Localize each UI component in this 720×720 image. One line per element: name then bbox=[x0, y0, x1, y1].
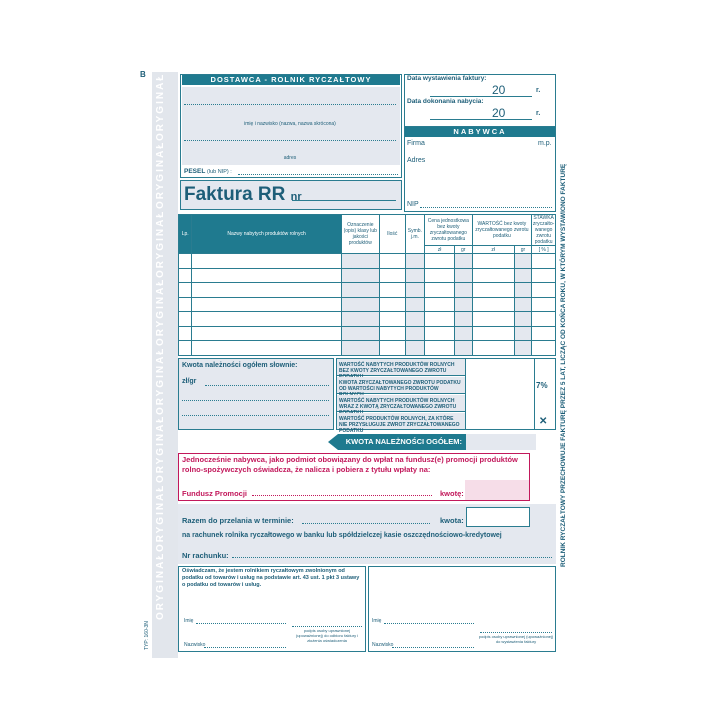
words-field-2[interactable] bbox=[182, 400, 329, 401]
summary-row-4: WARTOŚĆ PRODUKTÓW ROLNYCH, ZA KTÓRE NIE PRZYSŁUGUJE ZWROT ZRYCZAŁTOWANEGO PODATKU bbox=[337, 413, 465, 429]
price-zl: zł bbox=[425, 246, 455, 254]
col-rate: STAWKA zryczałto- wanego zwrotu podatku bbox=[532, 215, 555, 245]
fund-label: Fundusz Promocji bbox=[182, 489, 248, 498]
form-code: TYP: 160-3N bbox=[144, 621, 150, 650]
invoice-title: Faktura RR nr bbox=[184, 184, 302, 205]
issuer-signature-hint: podpis osoby uprawnionej (upoważnionej) do wystawienia faktury bbox=[478, 634, 554, 644]
zlgr-label: zł/gr bbox=[182, 378, 197, 385]
buyer-block bbox=[404, 126, 556, 212]
issuer-first-name: Imię bbox=[372, 618, 382, 624]
summary-rate: 7% bbox=[536, 381, 548, 390]
table-row[interactable] bbox=[179, 326, 556, 341]
declaration-last-name: Nazwisko bbox=[184, 642, 206, 648]
table-row[interactable] bbox=[179, 283, 556, 298]
table-row[interactable] bbox=[179, 341, 556, 356]
account-nr-field[interactable] bbox=[232, 557, 552, 558]
buyer-firm-label: Firma bbox=[407, 140, 425, 147]
supplier-name-hint: imię i nazwisko (nazwa, nazwa skrócona) bbox=[244, 121, 336, 127]
declaration-first-name-field[interactable] bbox=[196, 623, 286, 624]
right-note: ROLNIK RYCZAŁTOWY PRZECHOWUJE FAKTURĘ PRZEZ 5 LAT, LICZĄC OD KOŃCA ROKU, W KTÓRYM WYSTAWIONO FAKTURĘ bbox=[560, 163, 567, 567]
price-gr: gr bbox=[455, 246, 473, 254]
pesel-label: PESEL (lub NIP) : bbox=[184, 168, 232, 175]
col-desc: Oznaczenie (opis) klasy lub jakości produktów bbox=[341, 215, 379, 254]
total-label: KWOTA NALEŻNOŚCI OGÓŁEM: bbox=[338, 434, 466, 450]
words-field-3[interactable] bbox=[182, 415, 329, 416]
invoice-number-field[interactable] bbox=[292, 200, 396, 201]
payment-label: Razem do przelania w terminie: bbox=[182, 516, 294, 525]
issuer-first-name-field[interactable] bbox=[384, 623, 474, 624]
total-arrow bbox=[328, 434, 338, 450]
fund-text: Jednocześnie nabywca, jako podmiot obowiązany do wpłat na fundusz(e) promocji produktów rolno-spożywczych oświadcza, że nalicza i pobiera z tytułu wpłaty na: bbox=[182, 455, 518, 474]
original-stamp: ORYGINAŁ ORYGINAŁ ORYGINAŁ ORYGINAŁ ORYGINAŁ ORYGINAŁ ORYGINAŁ ORYGINAŁ bbox=[155, 72, 166, 620]
pesel-field[interactable] bbox=[238, 174, 398, 175]
purchase-date-label: Data dokonania nabycia: bbox=[407, 98, 484, 105]
supplier-address-hint: adres bbox=[283, 155, 297, 161]
total-amount-field[interactable] bbox=[466, 434, 536, 450]
issue-date-field[interactable]: 20 r. bbox=[430, 85, 550, 99]
fund-amount-label: kwotę: bbox=[440, 489, 464, 498]
declaration-text: Oświadczam, że jestem rolnikiem ryczałtowym zwolnionym od podatku od towarów i usług na podstawie art. 43 ust. 1 pkt 3 ustawy o podatku od towarów i usług. bbox=[182, 568, 360, 588]
declaration-first-name: Imię bbox=[184, 618, 194, 624]
fund-field[interactable] bbox=[252, 495, 432, 496]
words-field-1[interactable] bbox=[205, 385, 329, 386]
supplier-line-1 bbox=[184, 104, 396, 105]
receiver-signature-field[interactable] bbox=[292, 626, 362, 627]
supplier-header: DOSTAWCA - ROLNIK RYCZAŁTOWY bbox=[182, 75, 400, 85]
supplier-line-2 bbox=[184, 140, 396, 141]
issue-date-label: Data wystawienia faktury: bbox=[407, 75, 487, 82]
table-row[interactable] bbox=[179, 312, 556, 327]
items-table bbox=[178, 214, 556, 356]
payment-date-field[interactable] bbox=[302, 523, 430, 524]
col-qty: Ilość bbox=[379, 215, 405, 254]
issuer-last-name-field[interactable] bbox=[392, 647, 474, 648]
buyer-header: NABYWCA bbox=[405, 127, 555, 137]
account-text: na rachunek rolnika ryczałtowego w banku lub spółdzielczej kasie oszczędnościowo-kredytowej bbox=[182, 532, 502, 539]
words-label: Kwota należności ogółem słownie: bbox=[182, 362, 298, 369]
buyer-nip-field[interactable] bbox=[420, 207, 552, 208]
table-row[interactable] bbox=[179, 268, 556, 283]
rate-pct: [ % ] bbox=[532, 246, 556, 254]
fund-amount-field[interactable] bbox=[465, 480, 529, 500]
purchase-date-field[interactable]: 20 r. bbox=[430, 108, 550, 122]
table-row[interactable] bbox=[179, 297, 556, 312]
table-row[interactable] bbox=[179, 254, 556, 269]
payment-amount-field[interactable] bbox=[466, 507, 530, 527]
declaration-last-name-field[interactable] bbox=[204, 647, 286, 648]
issuer-last-name: Nazwisko bbox=[372, 642, 394, 648]
summary-row-1: WARTOŚĆ NABYTYCH PRODUKTÓW ROLNYCH BEZ KWOTY ZRYCZAŁTOWANEGO ZWROTU bbox=[337, 359, 465, 376]
col-unit: Symb. j.m. bbox=[405, 215, 425, 254]
summary-values[interactable] bbox=[465, 359, 535, 429]
buyer-address-label: Adres bbox=[407, 157, 426, 164]
col-price: Cena jednostkowa bez kwoty zryczałtowanego zwrotu podatku bbox=[425, 215, 472, 246]
receiver-signature-hint: podpis osoby uprawnionej (upoważnionej) do odbioru faktury i złożenia oświadczenia bbox=[295, 628, 359, 643]
issuer-signature-field[interactable] bbox=[480, 632, 552, 633]
account-nr-label: Nr rachunku: bbox=[182, 551, 229, 560]
buyer-place-label: m.p. bbox=[538, 140, 552, 147]
buyer-nip-label: NIP bbox=[407, 201, 419, 208]
summary-row-2: KWOTA ZRYCZAŁTOWANEGO ZWROTU PODATKU OD WARTOŚCI NABYTYCH PRODUKTÓW bbox=[337, 377, 465, 394]
value-gr: gr bbox=[514, 246, 532, 254]
summary-cross: ✕ bbox=[539, 416, 548, 427]
col-lp: Lp. bbox=[179, 215, 192, 254]
col-value: WARTOŚĆ bez kwoty zryczałtowanego zwrotu podatku bbox=[472, 215, 532, 246]
summary-row-3: WARTOŚĆ NABYTYCH PRODUKTÓW ROLNYCH WRAZ Z KWOTĄ ZRYCZAŁTOWANEGO ZWROTU bbox=[337, 395, 465, 412]
sidebar-letter: B bbox=[140, 70, 146, 79]
value-zl: zł bbox=[472, 246, 514, 254]
col-name: Nazwy nabytych produktów rolnych bbox=[192, 215, 341, 254]
payment-amount-label: kwota: bbox=[440, 516, 464, 525]
